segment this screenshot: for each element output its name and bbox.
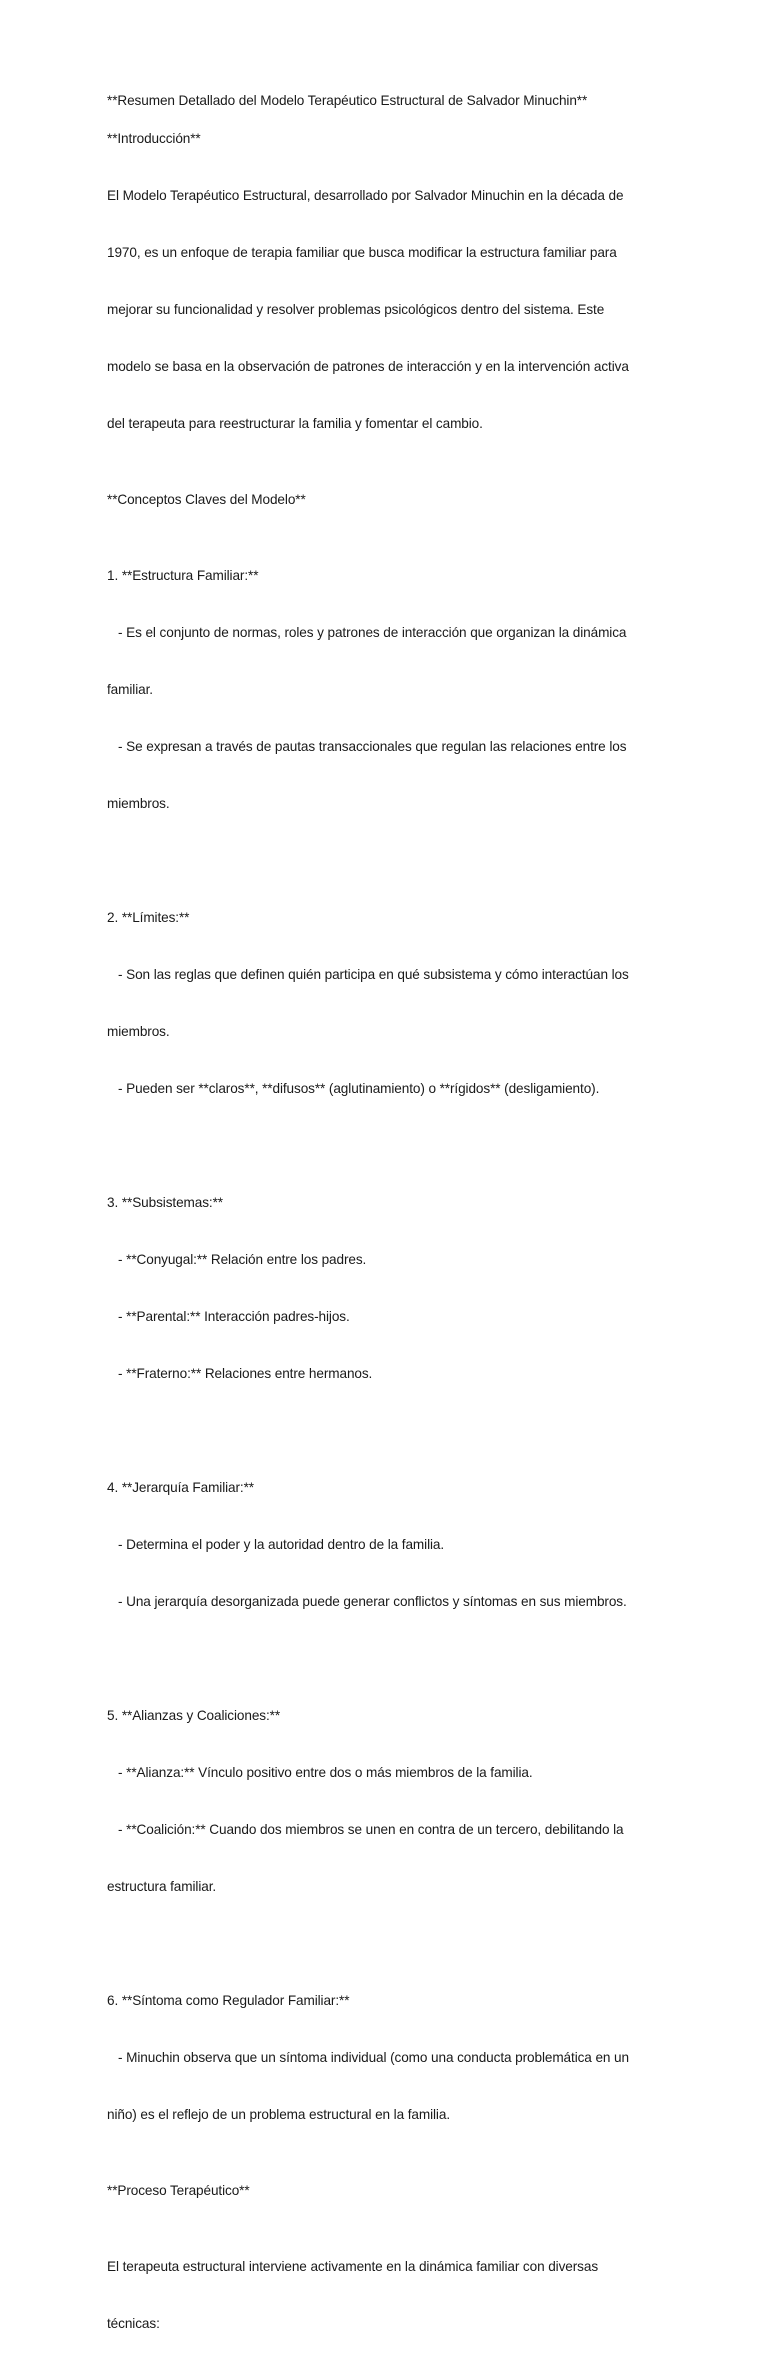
intro-line: modelo se basa en la observación de patrones de interacción y en la intervención activa: [107, 359, 629, 374]
concept-section-5: [107, 1668, 659, 1934]
concept-line: familiar.: [107, 682, 153, 697]
concept-line: - Pueden ser **claros**, **difusos** (aglutinamiento) o **rígidos** (desligamiento).: [107, 1081, 600, 1096]
concept-line: - **Fraterno:** Relaciones entre hermanos.: [107, 1366, 373, 1381]
concept-line: 6. **Síntoma como Regulador Familiar:**: [107, 1993, 350, 2008]
spacer: [107, 851, 659, 870]
process-line: El terapeuta estructural interviene activamente en la dinámica familiar con diversas: [107, 2259, 599, 2274]
intro-heading: **Introducción**: [107, 131, 201, 146]
concept-section-3: [107, 1155, 659, 1421]
concept-section-1: [107, 528, 659, 851]
concept-line: - **Coalición:** Cuando dos miembros se unen en contra de un tercero, debilitando la: [107, 1822, 624, 1837]
concept-line: miembros.: [107, 796, 170, 811]
spacer: [107, 1649, 659, 1668]
concept-line: - Es el conjunto de normas, roles y patrones de interacción que organizan la dinámica: [107, 625, 627, 640]
concept-line: - **Parental:** Interacción padres-hijos.: [107, 1309, 350, 1324]
concept-line: - Minuchin observa que un síntoma individual (como una conducta problemática en un: [107, 2050, 629, 2065]
spacer: [107, 110, 659, 129]
intro-paragraph: [107, 148, 659, 471]
concept-section-6: [107, 1953, 659, 2162]
concept-line: - **Alianza:** Vínculo positivo entre dos o más miembros de la familia.: [107, 1765, 533, 1780]
concept-section-4: [107, 1440, 659, 1649]
concept-line: 2. **Límites:**: [107, 910, 190, 925]
intro-line: 1970, es un enfoque de terapia familiar que busca modificar la estructura familiar para: [107, 245, 617, 260]
concept-line: niño) es el reflejo de un problema estructural en la familia.: [107, 2107, 450, 2122]
concept-section-2: [107, 870, 659, 1136]
concept-line: - Son las reglas que definen quién participa en qué subsistema y cómo interactúan los: [107, 967, 629, 982]
concept-line: miembros.: [107, 1024, 170, 1039]
concept-line: - Se expresan a través de pautas transaccionales que regulan las relaciones entre los: [107, 739, 627, 754]
concept-line: - Una jerarquía desorganizada puede generar conflictos y síntomas en sus miembros.: [107, 1594, 627, 1609]
concept-line: 1. **Estructura Familiar:**: [107, 568, 259, 583]
intro-line: del terapeuta para reestructurar la familia y fomentar el cambio.: [107, 416, 483, 431]
spacer: [107, 2162, 659, 2181]
document-title: **Resumen Detallado del Modelo Terapéutico Estructural de Salvador Minuchin**: [107, 93, 588, 108]
process-heading: **Proceso Terapéutico**: [107, 2183, 250, 2198]
document-page: [107, 91, 659, 2371]
intro-line: mejorar su funcionalidad y resolver problemas psicológicos dentro del sistema. Este: [107, 302, 605, 317]
process-line: técnicas:: [107, 2316, 160, 2331]
concept-line: 5. **Alianzas y Coaliciones:**: [107, 1708, 281, 1723]
spacer: [107, 1934, 659, 1953]
spacer: [107, 471, 659, 490]
intro-line: El Modelo Terapéutico Estructural, desarrollado por Salvador Minuchin en la década de: [107, 188, 624, 203]
concept-line: estructura familiar.: [107, 1879, 217, 1894]
concept-line: 4. **Jerarquía Familiar:**: [107, 1480, 254, 1495]
concepts-heading: **Conceptos Claves del Modelo**: [107, 492, 306, 507]
spacer: [107, 2200, 659, 2219]
spacer: [107, 1421, 659, 1440]
concept-line: - Determina el poder y la autoridad dentro de la familia.: [107, 1537, 445, 1552]
spacer: [107, 509, 659, 528]
concept-line: - **Conyugal:** Relación entre los padres.: [107, 1252, 367, 1267]
process-paragraph: [107, 2219, 659, 2371]
spacer: [107, 1136, 659, 1155]
concept-line: 3. **Subsistemas:**: [107, 1195, 223, 1210]
